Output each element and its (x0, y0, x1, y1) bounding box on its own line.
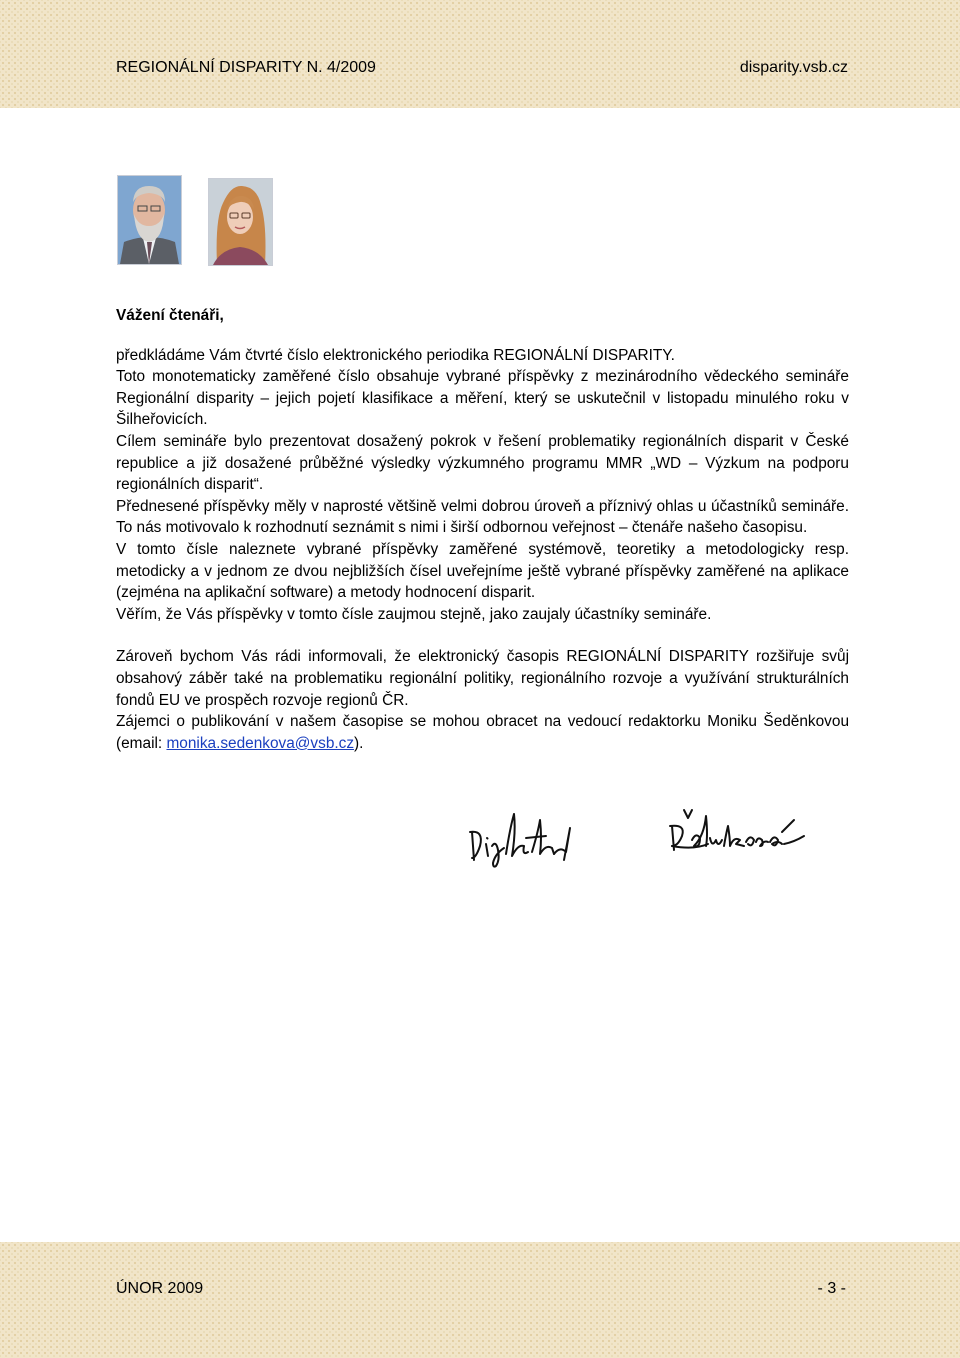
paragraph-contact (116, 711, 849, 754)
paragraph-seminar: Toto monotematicky zaměřené číslo obsahuje vybrané příspěvky z mezinárodního vědeckého semináře Regionální disparity – jejich pojetí klasifikace a měření, který se uskutečnil v listopadu minulého roku v Šilheřovicích. (116, 368, 849, 429)
female-author-photo (208, 178, 273, 266)
footer-band (0, 1242, 960, 1358)
signature-editor-2 (664, 806, 810, 863)
contact-text-end: ). (354, 734, 364, 752)
paragraph-contributions: Přednesené příspěvky měly v naprosté většině velmi dobrou úroveň a příznivý ohlas u účastníků semináře. To nás motivovalo k rozhodnutí seznámit s nimi i širší odbornou veřejnost – čtenáře našeho časopisu. (116, 497, 849, 537)
male-author-photo (117, 175, 182, 265)
paragraph-scope: Zároveň bychom Vás rádi informovali, že elektronický časopis REGIONÁLNÍ DISPARITY rozšiřuje svůj obsahový záběr také na problematiku regionální politiky, regionálního rozvoje a využívání strukturálních fondů EU ve prospěch rozvoje regionů ČR. (116, 648, 849, 709)
paragraph-contents: V tomto čísle naleznete vybrané příspěvky zaměřené systémově, teoretiky a metodologicky resp. metodicky a v jednom ze dvou nejbližších čísel uveřejníme ještě vybrané příspěvky zaměřené na aplikace (zejména na aplikační software) a metody hodnocení disparit. (116, 540, 849, 602)
editorial-letter (116, 305, 849, 754)
editor-email-link[interactable]: monika.sedenkova@vsb.cz (166, 734, 355, 752)
journal-website[interactable]: disparity.vsb.cz (739, 59, 848, 76)
journal-title: REGIONÁLNÍ DISPARITY N. 4/2009 (116, 59, 376, 76)
paragraph-goal: Cílem semináře bylo prezentovat dosažený pokrok v řešení problematiky regionálních disparit v České republice a již dosažené průběžné výsledky výzkumného programu MMR „WD – Výzkum na podporu regionálních disparit“. (116, 432, 849, 494)
issue-date: ÚNOR 2009 (116, 1280, 204, 1297)
paragraph-intro: předkládáme Vám čtvrté číslo elektronického periodika REGIONÁLNÍ DISPARITY. (116, 346, 675, 364)
header-band (0, 0, 960, 108)
paragraph-closing: Věřím, že Vás příspěvky v tomto čísle zaujmou stejně, jako zaujaly účastníky semináře. (116, 605, 712, 623)
greeting: Vážení čtenáři, (116, 307, 224, 324)
signature-editor-1 (466, 808, 582, 875)
page-number: - 3 - (817, 1280, 846, 1297)
contact-text: Zájemci o publikování v našem časopise se mohou obracet na vedoucí redaktorku Moniku Šeděnkovou (email: (116, 713, 849, 752)
